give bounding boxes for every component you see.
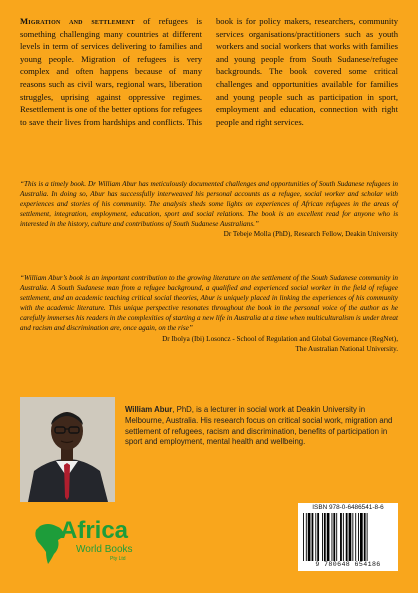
publisher-logo	[34, 518, 164, 578]
review-quote: “William Abur’s book is an important contribution to the growing literature on the settlement of the South Sudanese community in Australia. A South Sudanese man from a refugee background, a qualified and experienced social worker in the field of refugee settlement, and an academic teaching critical social theories, Abur is uniquely placed in linking the experiences of his community with the academic literature. This unique perspective resonates throughout the book in the personal voice of the author as he carefully immerses his readers in the complexities of starting a new life in Australia at a time when multiculturalism is under threat and racism and discrimination are, once again, on the rise”	[20, 274, 398, 333]
review-attribution: Dr Ibolya (Ibi) Losoncz - School of Regulation and Global Governance (RegNet),	[162, 334, 398, 343]
back-cover-blurb	[20, 15, 398, 128]
publisher-name-big: Africa	[60, 517, 129, 544]
blurb-text: of refugees is something challenging many countries at different levels in term of services delivering to families and young people. Migration of refugees is very complex and often happens because of many reasons such as civil wars, regional wars, liberation struggles, uprising against oppressive regimes. Resettlement is one of the better options for refugees to save their lives from hardships and conflicts. This book is for policy makers, researchers, community services organisations/practitioners such as youth workers and social workers that works with families and young people from South Sudanese/refugee backgrounds. The book covered some critical challenges and opportunities available for families and young people such as participation in sport, employment and education, connection with right people and right services.	[20, 16, 398, 127]
review-1	[20, 179, 398, 240]
barcode-icon	[302, 513, 394, 561]
author-name: William Abur	[125, 405, 173, 414]
isbn-barcode-box	[298, 503, 398, 571]
review-attribution: Dr Tebeje Molla (PhD), Research Fellow, Deakin University	[223, 230, 398, 239]
author-portrait-illustration	[20, 397, 115, 502]
review-attribution-affiliation: The Australian National University.	[295, 344, 398, 353]
blurb-lead: Migration and settlement	[20, 16, 135, 26]
publisher-suffix: Pty Ltd	[110, 556, 126, 562]
review-quote: “This is a timely book. Dr William Abur has meticulously documented challenges and opportunities of South Sudanese refugees in Australia. In doing so, Abur has successfully interweaved his personal accounts as a refugee, social worker and scholar with experiences and stories of his community. The analysis sheds some lights on experiences of African refugees in the areas of settlement, integration, employment, education, sport and social relations. The book is an excellent read for anyone who is interested in the history, culture and contributions of South Sudanese Australians.”	[20, 180, 398, 229]
publisher-name-small: World Books	[76, 544, 133, 555]
isbn-digits: 9 780648 654186	[315, 561, 381, 568]
author-bio	[125, 405, 401, 448]
author-bio-text: , PhD, is a lecturer in social work at Deakin University in Melbourne, Australia. His research focus on critical social work, migration and settlement of refugees, racism and discrimination, benefits of participation in sport and employment, mental health and wellbeing.	[125, 405, 393, 447]
author-photo	[20, 397, 115, 502]
isbn-label: ISBN 978-0-6486541-8-6	[312, 504, 384, 511]
review-2	[20, 273, 398, 354]
